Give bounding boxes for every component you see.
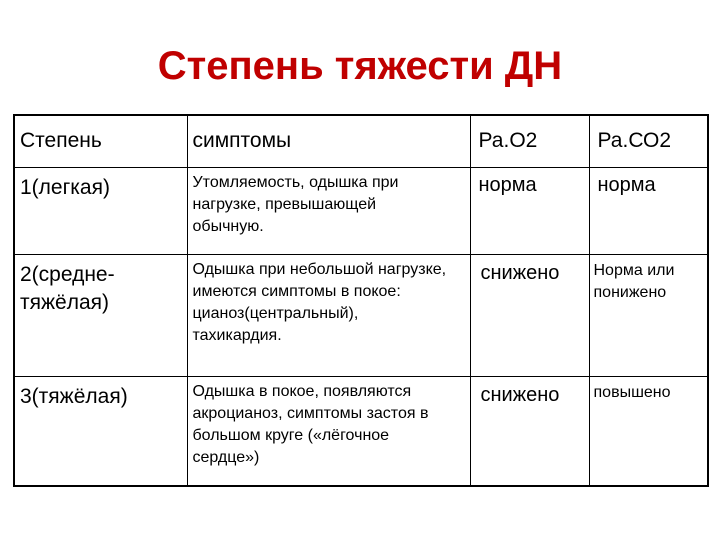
pao2-cell: норма	[478, 173, 537, 196]
header-cell	[589, 115, 708, 167]
paco2-cell: Норма или понижено	[593, 261, 675, 301]
table-cell	[589, 254, 708, 376]
header-cell	[470, 115, 589, 167]
table-cell	[187, 376, 470, 486]
table-cell	[470, 167, 589, 254]
table-cell	[187, 167, 470, 254]
header-pao2: Ра.О2	[478, 129, 538, 152]
table-cell	[470, 254, 589, 376]
paco2-cell: повышено	[593, 383, 671, 401]
header-paco2: Ра.СО2	[597, 129, 672, 152]
table-cell	[187, 254, 470, 376]
degree-cell: 3(тяжёлая)	[20, 384, 128, 408]
paco2-cell: норма	[597, 173, 656, 196]
table-row	[14, 254, 708, 376]
pao2-cell: снижено	[480, 383, 560, 406]
severity-table	[13, 114, 709, 487]
degree-cell: 1(легкая)	[20, 175, 110, 199]
degree-cell: 2(средне-тяжёлая)	[20, 262, 115, 314]
table-cell	[589, 167, 708, 254]
symptoms-cell: Утомляемость, одышка при нагрузке, превышающей обычную.	[192, 173, 399, 235]
table-cell	[589, 376, 708, 486]
symptoms-cell: Одышка в покое, появляются акроцианоз, симптомы застоя в большом круге («лёгочное сердце»)	[192, 382, 429, 466]
table-cell	[14, 376, 187, 486]
header-symptoms: симптомы	[192, 129, 292, 152]
table-header-row	[14, 115, 708, 167]
header-cell	[14, 115, 187, 167]
symptoms-cell: Одышка при небольшой нагрузке, имеются симптомы в покое: цианоз(центральный), тахикардия.	[192, 260, 447, 344]
header-degree: Степень	[20, 129, 102, 152]
table-row	[14, 167, 708, 254]
table-cell	[14, 167, 187, 254]
pao2-cell: снижено	[480, 261, 560, 284]
table-cell	[470, 376, 589, 486]
header-cell	[187, 115, 470, 167]
page-title: Степень тяжести ДН	[157, 44, 563, 88]
table-cell	[14, 254, 187, 376]
table-row	[14, 376, 708, 486]
